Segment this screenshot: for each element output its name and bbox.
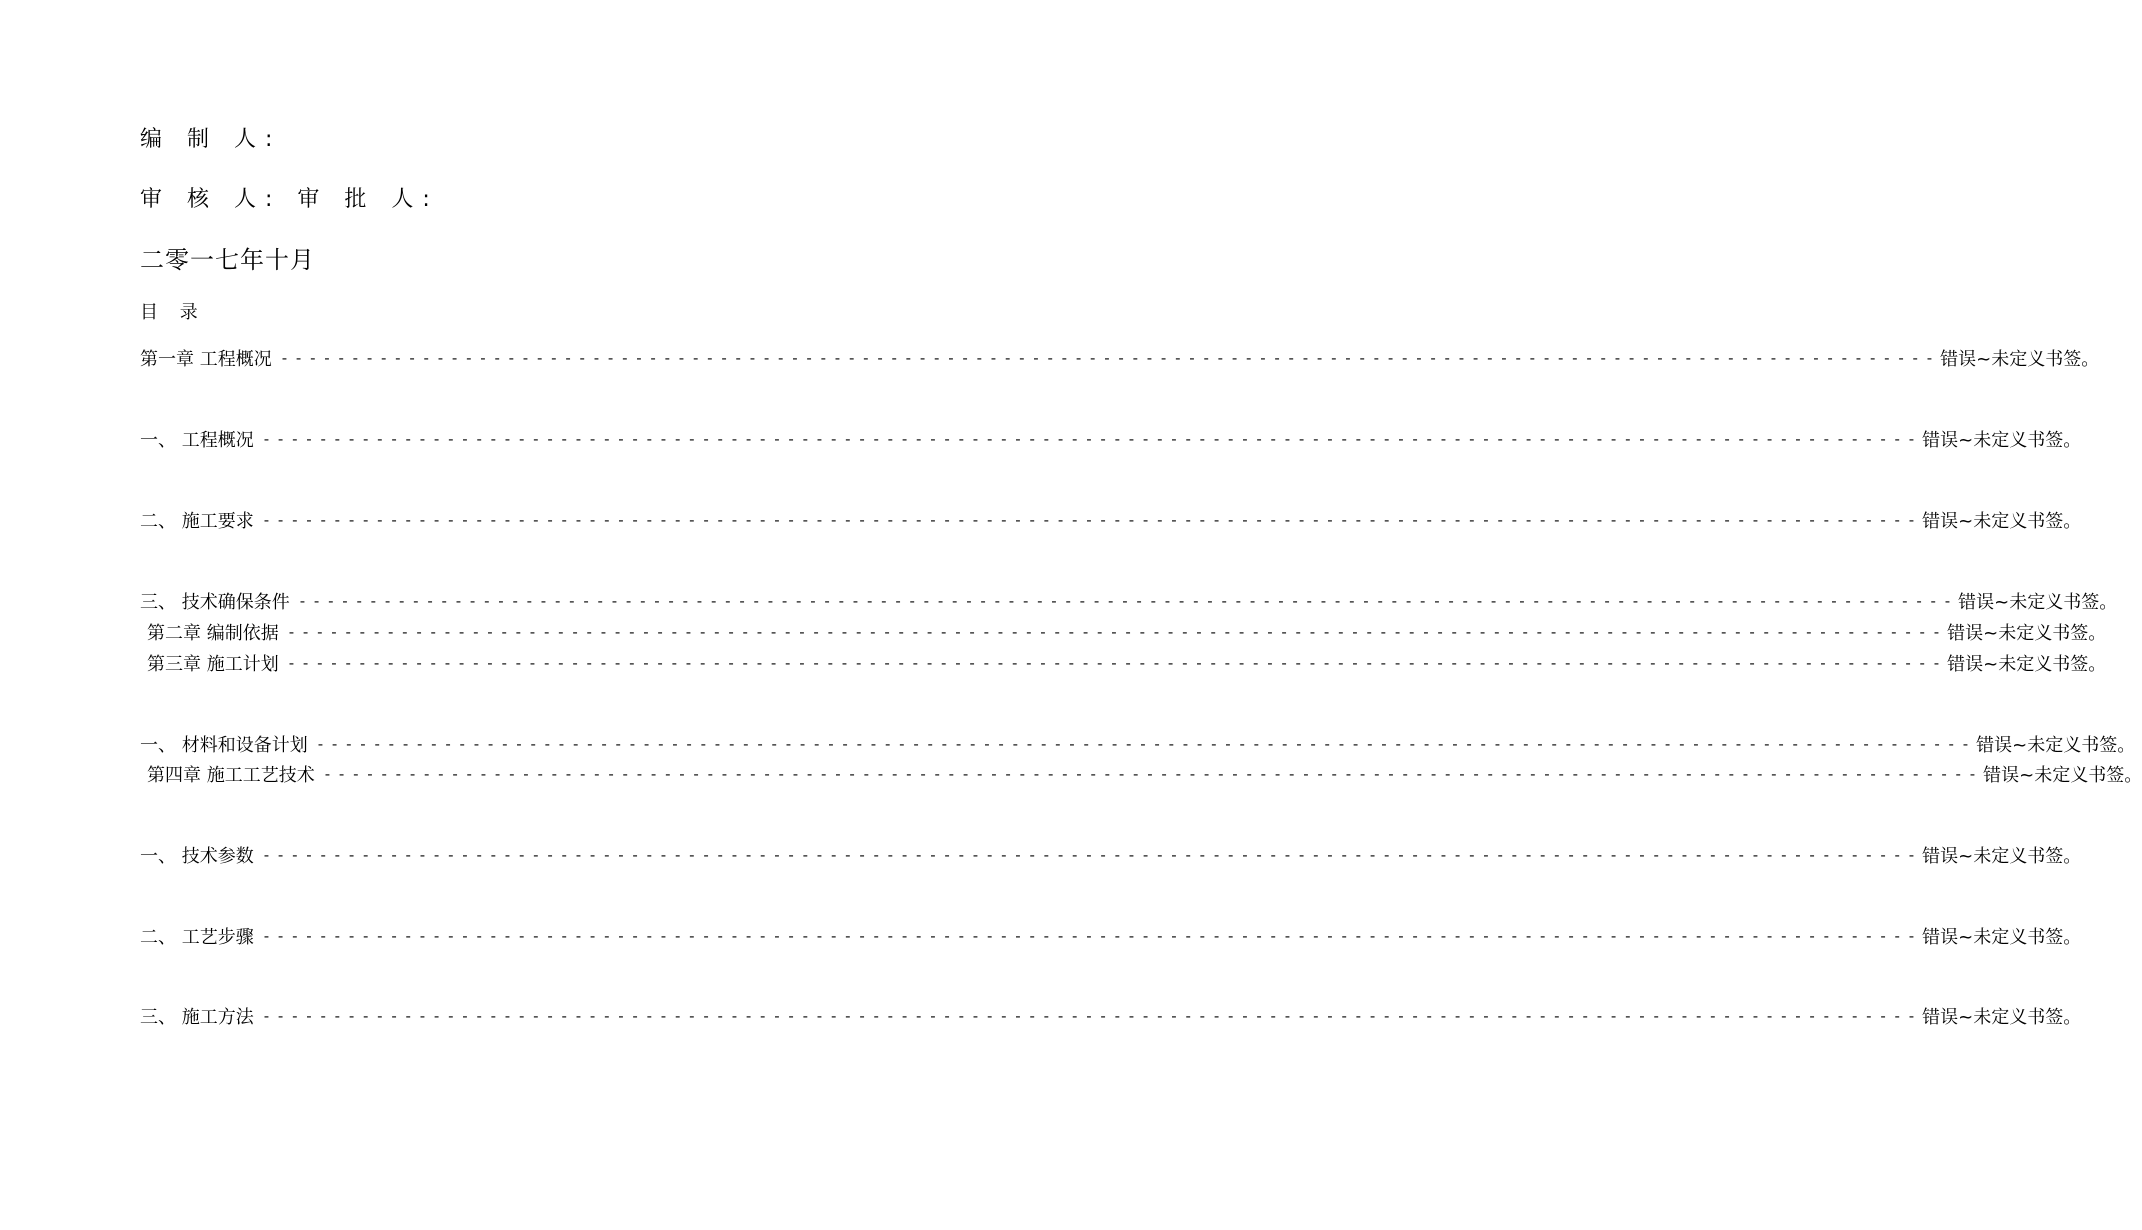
editor-line: 编 制 人:: [140, 127, 282, 152]
toc-entry-label: 第二章 编制依据: [147, 623, 279, 644]
toc-entry-label: 第一章 工程概况: [140, 349, 272, 370]
toc-entry-page-ref: 错误~未定义书签。: [1922, 511, 2082, 532]
toc-entry[interactable]: [140, 923, 2082, 949]
toc-entry[interactable]: [147, 650, 2107, 676]
toc-entry[interactable]: [147, 619, 2107, 645]
toc-entry-page-ref: 错误~未定义书签。: [1922, 430, 2082, 451]
toc-entry-page-ref: 错误~未定义书签。: [1940, 349, 2100, 370]
document-date: 二零一七年十月: [140, 246, 315, 274]
toc-entry-page-ref: 错误~未定义书签。: [1976, 735, 2136, 756]
toc-entry-label: 三、 技术确保条件: [140, 592, 290, 613]
toc-title: 目 录: [140, 302, 206, 323]
toc-entry-page-ref: 错误~未定义书签。: [1922, 927, 2082, 948]
toc-entry-label: 三、 施工方法: [140, 1007, 254, 1028]
toc-leader: - - - - - - - - - - - - - - - - - - - - - - - - - - - - - - - - - - - - - - - - - - - - - - - - - - - - - - - - - - - - - - - - - - - - - - - - - - - - - - - - - - - - - - - - - - - - - - - - - - - - - - - - - - - - - - - - - - - - -: [288, 654, 1942, 672]
toc-leader: - - - - - - - - - - - - - - - - - - - - - - - - - - - - - - - - - - - - - - - - - - - - - - - - - - - - - - - - - - - - - - - - - - - - - - - - - - - - - - - - - - - - - - - - - - - - - - - - - - - - - - - - - - - - - - - - - - - - -: [324, 765, 1978, 783]
toc-entry-page-ref: 错误~未定义书签。: [1922, 1007, 2082, 1028]
toc-entry-page-ref: 错误~未定义书签。: [1947, 654, 2107, 675]
toc-entry-label: 二、 工艺步骤: [140, 927, 254, 948]
toc-leader: - - - - - - - - - - - - - - - - - - - - - - - - - - - - - - - - - - - - - - - - - - - - - - - - - - - - - - - - - - - - - - - - - - - - - - - - - - - - - - - - - - - - - - - - - - - - - - - - - - - - - - - - - - - - - - - - - - - - -: [263, 511, 1917, 529]
toc-entry[interactable]: [140, 731, 2136, 757]
toc-entry-label: 第三章 施工计划: [147, 654, 279, 675]
toc-entry[interactable]: [147, 761, 2142, 787]
toc-leader: - - - - - - - - - - - - - - - - - - - - - - - - - - - - - - - - - - - - - - - - - - - - - - - - - - - - - - - - - - - - - - - - - - - - - - - - - - - - - - - - - - - - - - - - - - - - - - - - - - - - - - - - - - - - - - - - - - - - -: [263, 430, 1917, 448]
toc-entry-label: 二、 施工要求: [140, 511, 254, 532]
toc-entry-page-ref: 错误~未定义书签。: [1922, 846, 2082, 867]
toc-entry[interactable]: [140, 345, 2100, 371]
toc-entry[interactable]: [140, 588, 2118, 614]
toc-leader: - - - - - - - - - - - - - - - - - - - - - - - - - - - - - - - - - - - - - - - - - - - - - - - - - - - - - - - - - - - - - - - - - - - - - - - - - - - - - - - - - - - - - - - - - - - - - - - - - - - - - - - - - - - - - - - - - - - - -: [281, 349, 1935, 367]
review-approve-line: 审 核 人: 审 批 人:: [140, 187, 439, 212]
toc-leader: - - - - - - - - - - - - - - - - - - - - - - - - - - - - - - - - - - - - - - - - - - - - - - - - - - - - - - - - - - - - - - - - - - - - - - - - - - - - - - - - - - - - - - - - - - - - - - - - - - - - - - - - - - - - - - - - - - - - -: [288, 623, 1942, 641]
toc-leader: - - - - - - - - - - - - - - - - - - - - - - - - - - - - - - - - - - - - - - - - - - - - - - - - - - - - - - - - - - - - - - - - - - - - - - - - - - - - - - - - - - - - - - - - - - - - - - - - - - - - - - - - - - - - - - - - - - - - -: [263, 927, 1917, 945]
toc-leader: - - - - - - - - - - - - - - - - - - - - - - - - - - - - - - - - - - - - - - - - - - - - - - - - - - - - - - - - - - - - - - - - - - - - - - - - - - - - - - - - - - - - - - - - - - - - - - - - - - - - - - - - - - - - - - - - - - - - -: [317, 735, 1971, 753]
toc-entry-page-ref: 错误~未定义书签。: [1947, 623, 2107, 644]
toc-entry-label: 一、 材料和设备计划: [140, 735, 308, 756]
toc-leader: - - - - - - - - - - - - - - - - - - - - - - - - - - - - - - - - - - - - - - - - - - - - - - - - - - - - - - - - - - - - - - - - - - - - - - - - - - - - - - - - - - - - - - - - - - - - - - - - - - - - - - - - - - - - - - - - - - - - -: [299, 592, 1953, 610]
toc-entry[interactable]: [140, 507, 2082, 533]
toc-entry-page-ref: 错误~未定义书签。: [1958, 592, 2118, 613]
toc-entry[interactable]: [140, 842, 2082, 868]
toc-entry-label: 第四章 施工工艺技术: [147, 765, 315, 786]
toc-entry-page-ref: 错误~未定义书签。: [1983, 765, 2142, 786]
toc-entry-label: 一、 工程概况: [140, 430, 254, 451]
toc-leader: - - - - - - - - - - - - - - - - - - - - - - - - - - - - - - - - - - - - - - - - - - - - - - - - - - - - - - - - - - - - - - - - - - - - - - - - - - - - - - - - - - - - - - - - - - - - - - - - - - - - - - - - - - - - - - - - - - - - -: [263, 1007, 1917, 1025]
toc-entry-label: 一、 技术参数: [140, 846, 254, 867]
toc-entry[interactable]: [140, 1003, 2082, 1029]
toc-entry[interactable]: [140, 426, 2082, 452]
toc-leader: - - - - - - - - - - - - - - - - - - - - - - - - - - - - - - - - - - - - - - - - - - - - - - - - - - - - - - - - - - - - - - - - - - - - - - - - - - - - - - - - - - - - - - - - - - - - - - - - - - - - - - - - - - - - - - - - - - - - -: [263, 846, 1917, 864]
